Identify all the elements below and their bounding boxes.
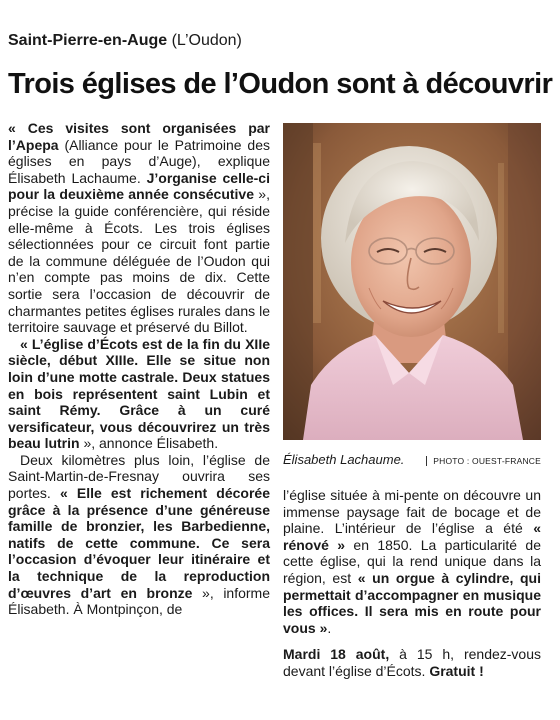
event-date: Mardi 18 août, xyxy=(283,646,390,663)
quote-bold-2: « L’église d’Écots est de la fin du XIIe siècle, début XIIIe. Elle se situe non loin d’une motte castrale. Deux statues en bois représentent saint Lubin et saint Rémy. Grâce à un curé versificateur, vous découvrirez un très beau lutrin xyxy=(8,335,270,452)
text-4a: l’église située à mi-pente on découvre un immense paysage fait de bocage et de plaine. L’intérieur de l’église a été xyxy=(283,487,541,537)
headline: Trois églises de l’Oudon sont à découvrir xyxy=(8,68,553,100)
caption-name: Élisabeth Lachaume. xyxy=(283,452,405,467)
text-3a: Deux kilomètres plus loin, l’église de Saint-Martin-de-Fresnay ouvrira ses portes. xyxy=(8,451,270,502)
quote-bold-1: « Ces visites sont organisées par l’Apepa xyxy=(8,120,270,153)
text-4e: . xyxy=(327,619,332,636)
location-kicker xyxy=(8,31,548,51)
credit-divider xyxy=(426,456,431,466)
quote-bold-4d: « un orgue à cylindre, qui permettait d’accompagner en musique les offices. Il sera mis en route pour vous » xyxy=(283,569,541,636)
portrait-photo xyxy=(283,123,541,440)
paragraph-1 xyxy=(8,120,270,336)
paragraph-2 xyxy=(8,336,270,452)
quote-bold-1c: J’organise celle-ci pour la deuxième année consécutive xyxy=(8,169,270,203)
photo-caption xyxy=(283,452,541,468)
event-price: Gratuit ! xyxy=(429,662,484,679)
text-1b: (Alliance pour le Patrimoine des églises en pays d’Auge), explique Élisabeth Lachaume. xyxy=(8,136,270,186)
paragraph-4 xyxy=(283,487,541,636)
text-2b: », annonce Élisabeth. xyxy=(79,435,219,452)
photo-credit xyxy=(426,453,541,469)
paragraph-5 xyxy=(283,646,541,679)
event-details: à 15 h, rendez-vous devant l’église d’Écots. xyxy=(283,646,541,679)
portrait-image xyxy=(283,123,541,440)
location-name: Saint-Pierre-en-Auge xyxy=(8,32,168,49)
text-3c: », informe Élisabeth. À Montpinçon, de xyxy=(8,584,271,618)
location-sub: (L’Oudon) xyxy=(171,32,242,49)
right-column xyxy=(283,487,541,680)
credit-text: PHOTO : OUEST-FRANCE xyxy=(433,456,541,466)
text-1d: », précise la guide conférencière, qui réside elle-même à Écots. Les trois églises sélectionnées pour ce circuit font partie de la commune déléguée de l’Oudon qui n’en compte pas moins de dix. Cette sortie sera l’occasion de découvrir de charmantes petites églises rurales dans le territoire sauvage et préservé du Billot. xyxy=(8,186,270,336)
left-column xyxy=(8,120,270,618)
quote-bold-4b: « rénové » xyxy=(283,520,541,553)
text-4c: en 1850. La particularité de cette église, qui la rend unique dans la région, est xyxy=(283,536,541,586)
quote-bold-3: « Elle est richement décorée grâce à la présence d’une généreuse famille de bronzier, les Barbedienne, natifs de cette commune. Ce sera l’occasion d’évoquer leur itinéraire et la technique de la reproduction d’œuvres d’art en bronze xyxy=(8,485,270,601)
paragraph-3 xyxy=(8,452,270,618)
